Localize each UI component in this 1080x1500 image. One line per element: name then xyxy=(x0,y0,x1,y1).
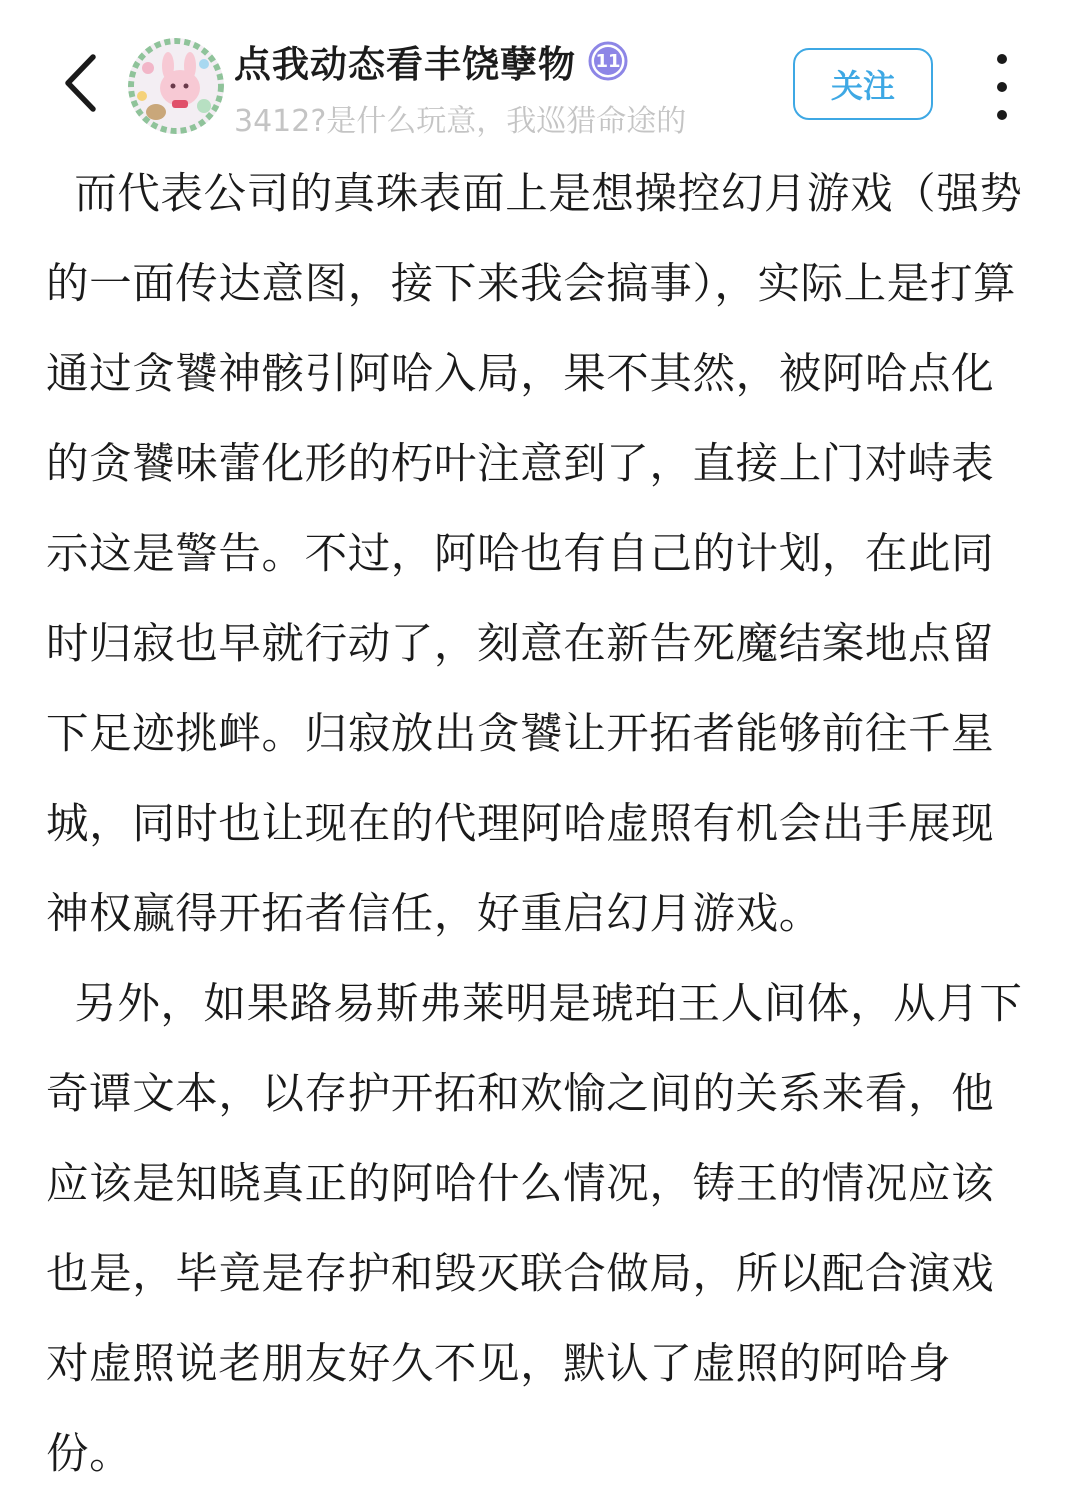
avatar[interactable] xyxy=(128,38,224,134)
more-dot-icon xyxy=(997,54,1007,64)
level-badge xyxy=(588,41,628,81)
back-button[interactable] xyxy=(52,50,108,116)
user-title[interactable]: 点我动态看丰饶孽物 xyxy=(234,43,576,86)
post-paragraph: 另外，如果路易斯弗莱明是琥珀王人间体，从月下奇谭文本，以存护开拓和欢愉之间的关系来看，他应该是知晓真正的阿哈什么情况，铸王的情况应该也是，毕竟是存护和毁灭联合做局，所以配合演戏对虚照说老朋友好久不见，默认了虚照的阿哈身份。 xyxy=(46,980,1023,1479)
more-options-button[interactable] xyxy=(980,54,1024,120)
title-row xyxy=(234,36,628,86)
more-dot-icon xyxy=(997,82,1007,92)
post-header xyxy=(0,0,1080,150)
user-signature: 3412?是什么玩意，我巡猎命途的 xyxy=(234,104,687,139)
user-avatar-icon xyxy=(128,38,224,134)
level-number: 11 xyxy=(595,50,621,72)
post-content xyxy=(46,150,1036,1500)
chevron-left-icon xyxy=(62,53,98,113)
post-paragraph: 而代表公司的真珠表面上是想操控幻月游戏（强势的一面传达意图，接下来我会搞事），实际上是打算通过贪饕神骸引阿哈入局，果不其然，被阿哈点化的贪饕味蕾化形的朽叶注意到了，直接上门对峙表示这是警告。不过，阿哈也有自己的计划，在此同时归寂也早就行动了，刻意在新告死魔结案地点留下足迹挑衅。归寂放出贪饕让开拓者能够前往千星城，同时也让现在的代理阿哈虚照有机会出手展现神权赢得开拓者信任，好重启幻月游戏。 xyxy=(46,170,1023,939)
follow-button[interactable]: 关注 xyxy=(793,48,933,120)
more-dot-icon xyxy=(997,110,1007,120)
